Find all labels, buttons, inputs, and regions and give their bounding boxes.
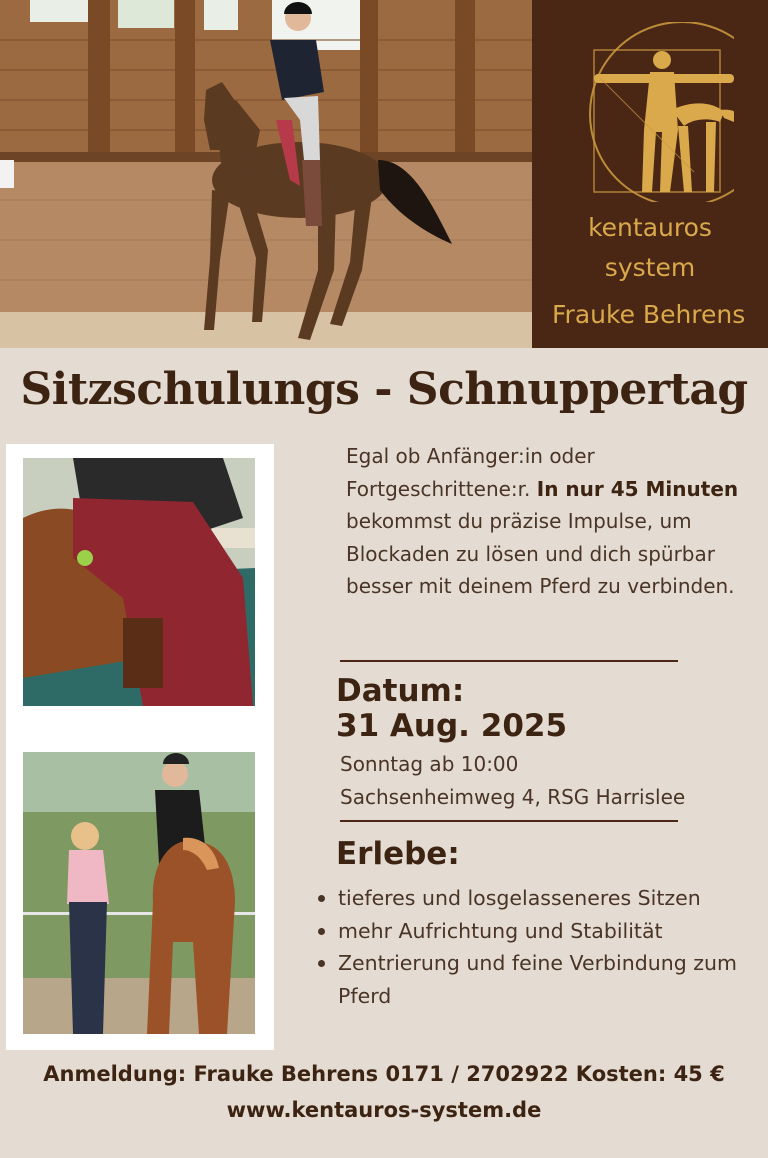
hero-photo — [0, 0, 532, 348]
brand-panel — [532, 0, 768, 348]
vitruvian-centaur-logo-icon — [574, 22, 734, 202]
intro-duration: In nur 45 Minuten — [536, 476, 739, 501]
registration-info: Anmeldung: Frauke Behrens 0171 / 2702922 Kosten: 45 € — [43, 1062, 725, 1086]
website-link[interactable]: www.kentauros-system.de — [226, 1098, 542, 1122]
intro-part1: Egal ob Anfänger:in oder Fortgeschrittene:r. — [346, 444, 595, 501]
photo-frame — [6, 444, 274, 1050]
event-time: Sonntag ab 10:00 — [340, 752, 519, 776]
brand-name-line1: kentauros — [588, 213, 712, 242]
intro-text — [346, 440, 756, 603]
event-location: Sachsenheimweg 4, RSG Harrislee — [340, 785, 686, 809]
divider-top — [340, 660, 678, 662]
brand-person-name: Frauke Behrens — [552, 300, 746, 329]
benefit-item: Zentrierung und feine Verbindung zum Pferd — [318, 947, 758, 1012]
intro-part2: bekommst du präzise Impulse, um Blockaden zu lösen und dich spürbar besser mit deinem Pferd zu verbinden. — [346, 509, 735, 598]
experience-title: Erlebe: — [336, 836, 460, 872]
page-title: Sitzschulungs - Schnuppertag — [20, 364, 748, 415]
divider-bottom — [340, 820, 678, 822]
lesson-photo — [23, 752, 255, 1034]
brand-name-line2: system — [604, 253, 696, 282]
benefit-item: tieferes und losgelasseneres Sitzen — [318, 882, 758, 915]
seat-detail-photo — [23, 458, 255, 706]
event-date: 31 Aug. 2025 — [336, 708, 568, 744]
brand-name — [532, 208, 768, 288]
arena-rider-illustration — [0, 0, 532, 348]
benefit-list — [318, 882, 758, 1012]
date-label: Datum: — [336, 673, 465, 709]
benefit-item: mehr Aufrichtung und Stabilität — [318, 915, 758, 948]
